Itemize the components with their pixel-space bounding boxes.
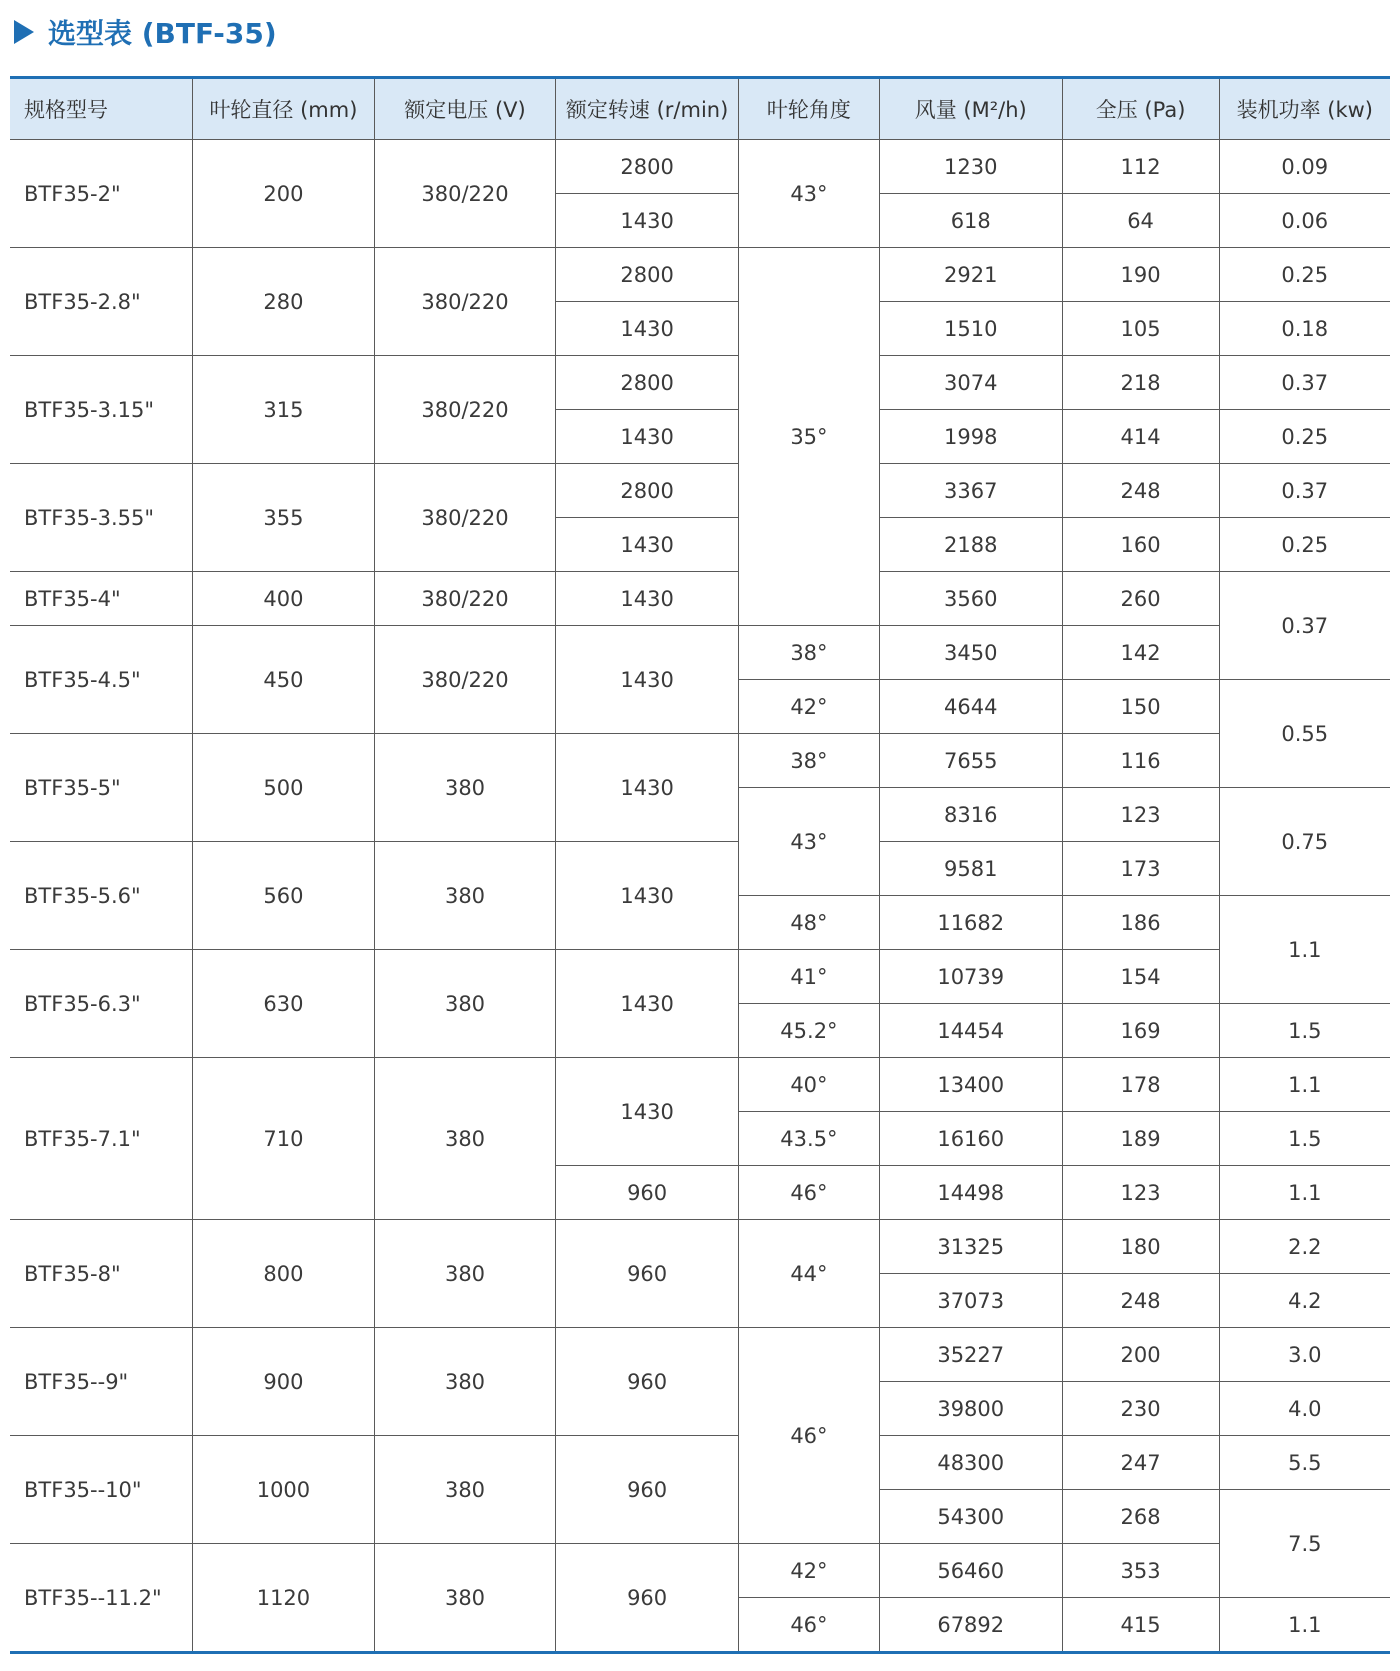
cell-rated-speed: 1430 [556, 626, 739, 734]
cell-blade-angle: 42° [738, 680, 879, 734]
table-row [10, 356, 1390, 410]
cell-rated-voltage: 380 [374, 1544, 556, 1653]
table-row [10, 572, 1390, 626]
cell-blade-angle: 35° [738, 248, 879, 626]
col-header-installed-power: 装机功率 (kw) [1219, 78, 1390, 140]
cell-total-pressure: 142 [1062, 626, 1219, 680]
cell-model: BTF35-2.8" [10, 248, 193, 356]
cell-model: BTF35-5" [10, 734, 193, 842]
cell-total-pressure: 414 [1062, 410, 1219, 464]
cell-airflow: 8316 [879, 788, 1062, 842]
cell-total-pressure: 218 [1062, 356, 1219, 410]
cell-installed-power: 2.2 [1219, 1220, 1390, 1274]
cell-rated-speed: 1430 [556, 734, 739, 842]
cell-blade-angle: 45.2° [738, 1004, 879, 1058]
table-row [10, 1058, 1390, 1112]
cell-installed-power: 0.25 [1219, 248, 1390, 302]
table-row [10, 1328, 1390, 1382]
cell-rated-voltage: 380/220 [374, 140, 556, 248]
cell-airflow: 16160 [879, 1112, 1062, 1166]
table-row [10, 842, 1390, 896]
cell-impeller-diameter: 1120 [193, 1544, 375, 1653]
cell-total-pressure: 268 [1062, 1490, 1219, 1544]
cell-installed-power: 4.0 [1219, 1382, 1390, 1436]
cell-installed-power: 1.1 [1219, 1058, 1390, 1112]
cell-airflow: 7655 [879, 734, 1062, 788]
cell-rated-speed: 1430 [556, 842, 739, 950]
cell-airflow: 31325 [879, 1220, 1062, 1274]
cell-total-pressure: 116 [1062, 734, 1219, 788]
cell-installed-power: 1.1 [1219, 1598, 1390, 1653]
cell-impeller-diameter: 710 [193, 1058, 375, 1220]
cell-rated-voltage: 380/220 [374, 464, 556, 572]
cell-total-pressure: 123 [1062, 788, 1219, 842]
page-title: 选型表 (BTF-35) [48, 17, 277, 50]
cell-model: BTF35-3.55" [10, 464, 193, 572]
cell-rated-speed: 960 [556, 1220, 739, 1328]
cell-impeller-diameter: 500 [193, 734, 375, 842]
cell-installed-power: 0.06 [1219, 194, 1390, 248]
cell-installed-power: 3.0 [1219, 1328, 1390, 1382]
cell-model: BTF35--9" [10, 1328, 193, 1436]
cell-rated-speed: 1430 [556, 518, 739, 572]
cell-rated-speed: 960 [556, 1436, 739, 1544]
cell-model: BTF35-2" [10, 140, 193, 248]
cell-model: BTF35-5.6" [10, 842, 193, 950]
cell-rated-voltage: 380 [374, 842, 556, 950]
cell-airflow: 48300 [879, 1436, 1062, 1490]
cell-blade-angle: 46° [738, 1598, 879, 1653]
cell-total-pressure: 248 [1062, 1274, 1219, 1328]
cell-rated-speed: 960 [556, 1166, 739, 1220]
cell-airflow: 1510 [879, 302, 1062, 356]
cell-airflow: 14454 [879, 1004, 1062, 1058]
cell-installed-power: 0.75 [1219, 788, 1390, 896]
cell-installed-power: 0.37 [1219, 464, 1390, 518]
cell-rated-voltage: 380 [374, 1328, 556, 1436]
cell-model: BTF35-4.5" [10, 626, 193, 734]
cell-airflow: 10739 [879, 950, 1062, 1004]
table-row [10, 140, 1390, 194]
cell-installed-power: 1.5 [1219, 1004, 1390, 1058]
cell-impeller-diameter: 450 [193, 626, 375, 734]
cell-airflow: 14498 [879, 1166, 1062, 1220]
cell-airflow: 67892 [879, 1598, 1062, 1653]
cell-total-pressure: 189 [1062, 1112, 1219, 1166]
cell-impeller-diameter: 800 [193, 1220, 375, 1328]
cell-total-pressure: 230 [1062, 1382, 1219, 1436]
cell-model: BTF35--10" [10, 1436, 193, 1544]
cell-airflow: 39800 [879, 1382, 1062, 1436]
cell-impeller-diameter: 355 [193, 464, 375, 572]
cell-installed-power: 0.09 [1219, 140, 1390, 194]
cell-total-pressure: 160 [1062, 518, 1219, 572]
cell-total-pressure: 248 [1062, 464, 1219, 518]
cell-airflow: 3074 [879, 356, 1062, 410]
cell-impeller-diameter: 630 [193, 950, 375, 1058]
cell-model: BTF35-3.15" [10, 356, 193, 464]
cell-impeller-diameter: 315 [193, 356, 375, 464]
col-header-blade-angle: 叶轮角度 [738, 78, 879, 140]
cell-blade-angle: 41° [738, 950, 879, 1004]
cell-rated-speed: 1430 [556, 950, 739, 1058]
selection-table [10, 76, 1390, 1654]
cell-installed-power: 0.25 [1219, 518, 1390, 572]
cell-rated-speed: 960 [556, 1544, 739, 1653]
cell-installed-power: 0.25 [1219, 410, 1390, 464]
cell-blade-angle: 38° [738, 626, 879, 680]
col-header-rated-voltage: 额定电压 (V) [374, 78, 556, 140]
cell-blade-angle: 40° [738, 1058, 879, 1112]
cell-airflow: 3367 [879, 464, 1062, 518]
cell-total-pressure: 247 [1062, 1436, 1219, 1490]
cell-installed-power: 0.37 [1219, 356, 1390, 410]
col-header-model: 规格型号 [10, 78, 193, 140]
cell-rated-speed: 960 [556, 1328, 739, 1436]
cell-airflow: 2188 [879, 518, 1062, 572]
cell-total-pressure: 169 [1062, 1004, 1219, 1058]
table-row [10, 1220, 1390, 1274]
cell-blade-angle: 43° [738, 140, 879, 248]
cell-installed-power: 7.5 [1219, 1490, 1390, 1598]
table-row [10, 464, 1390, 518]
cell-blade-angle: 42° [738, 1544, 879, 1598]
cell-total-pressure: 64 [1062, 194, 1219, 248]
cell-airflow: 2921 [879, 248, 1062, 302]
cell-airflow: 4644 [879, 680, 1062, 734]
cell-impeller-diameter: 400 [193, 572, 375, 626]
cell-total-pressure: 178 [1062, 1058, 1219, 1112]
cell-blade-angle: 38° [738, 734, 879, 788]
table-row [10, 626, 1390, 680]
cell-impeller-diameter: 280 [193, 248, 375, 356]
cell-installed-power: 5.5 [1219, 1436, 1390, 1490]
col-header-total-pressure: 全压 (Pa) [1062, 78, 1219, 140]
cell-rated-speed: 1430 [556, 572, 739, 626]
cell-total-pressure: 123 [1062, 1166, 1219, 1220]
col-header-impeller-diameter: 叶轮直径 (mm) [193, 78, 375, 140]
cell-rated-voltage: 380 [374, 950, 556, 1058]
cell-blade-angle: 43.5° [738, 1112, 879, 1166]
cell-airflow: 54300 [879, 1490, 1062, 1544]
table-row [10, 950, 1390, 1004]
cell-total-pressure: 180 [1062, 1220, 1219, 1274]
cell-model: BTF35-4" [10, 572, 193, 626]
cell-rated-voltage: 380/220 [374, 248, 556, 356]
cell-airflow: 9581 [879, 842, 1062, 896]
cell-blade-angle: 46° [738, 1166, 879, 1220]
cell-total-pressure: 200 [1062, 1328, 1219, 1382]
cell-total-pressure: 150 [1062, 680, 1219, 734]
cell-rated-speed: 2800 [556, 140, 739, 194]
cell-rated-voltage: 380/220 [374, 356, 556, 464]
cell-installed-power: 0.37 [1219, 572, 1390, 680]
col-header-airflow: 风量 (M²/h) [879, 78, 1062, 140]
cell-blade-angle: 48° [738, 896, 879, 950]
cell-impeller-diameter: 560 [193, 842, 375, 950]
cell-total-pressure: 190 [1062, 248, 1219, 302]
table-row [10, 1436, 1390, 1490]
cell-rated-voltage: 380/220 [374, 626, 556, 734]
cell-total-pressure: 353 [1062, 1544, 1219, 1598]
col-header-rated-speed: 额定转速 (r/min) [556, 78, 739, 140]
cell-airflow: 3450 [879, 626, 1062, 680]
cell-airflow: 618 [879, 194, 1062, 248]
cell-total-pressure: 173 [1062, 842, 1219, 896]
cell-installed-power: 1.1 [1219, 896, 1390, 1004]
cell-rated-speed: 2800 [556, 356, 739, 410]
cell-installed-power: 1.5 [1219, 1112, 1390, 1166]
cell-total-pressure: 186 [1062, 896, 1219, 950]
cell-airflow: 35227 [879, 1328, 1062, 1382]
cell-airflow: 37073 [879, 1274, 1062, 1328]
cell-model: BTF35-6.3" [10, 950, 193, 1058]
cell-total-pressure: 112 [1062, 140, 1219, 194]
cell-total-pressure: 154 [1062, 950, 1219, 1004]
table-row [10, 248, 1390, 302]
cell-airflow: 11682 [879, 896, 1062, 950]
cell-rated-speed: 1430 [556, 410, 739, 464]
table-header-row [10, 78, 1390, 140]
cell-total-pressure: 105 [1062, 302, 1219, 356]
cell-rated-speed: 2800 [556, 248, 739, 302]
cell-total-pressure: 260 [1062, 572, 1219, 626]
cell-model: BTF35-7.1" [10, 1058, 193, 1220]
cell-airflow: 1998 [879, 410, 1062, 464]
cell-rated-speed: 1430 [556, 194, 739, 248]
title-row [14, 12, 277, 52]
table-row [10, 1544, 1390, 1598]
cell-model: BTF35--11.2" [10, 1544, 193, 1653]
cell-blade-angle: 43° [738, 788, 879, 896]
cell-airflow: 13400 [879, 1058, 1062, 1112]
table-row [10, 734, 1390, 788]
cell-installed-power: 0.55 [1219, 680, 1390, 788]
cell-blade-angle: 44° [738, 1220, 879, 1328]
cell-rated-voltage: 380 [374, 734, 556, 842]
triangle-bullet-icon [14, 20, 34, 44]
cell-blade-angle: 46° [738, 1328, 879, 1544]
cell-impeller-diameter: 900 [193, 1328, 375, 1436]
table-body [10, 140, 1390, 1653]
cell-rated-speed: 2800 [556, 464, 739, 518]
cell-rated-voltage: 380 [374, 1220, 556, 1328]
cell-rated-voltage: 380 [374, 1058, 556, 1220]
cell-model: BTF35-8" [10, 1220, 193, 1328]
cell-total-pressure: 415 [1062, 1598, 1219, 1653]
cell-installed-power: 4.2 [1219, 1274, 1390, 1328]
cell-airflow: 1230 [879, 140, 1062, 194]
cell-airflow: 56460 [879, 1544, 1062, 1598]
cell-installed-power: 1.1 [1219, 1166, 1390, 1220]
cell-airflow: 3560 [879, 572, 1062, 626]
cell-impeller-diameter: 200 [193, 140, 375, 248]
cell-impeller-diameter: 1000 [193, 1436, 375, 1544]
cell-rated-speed: 1430 [556, 1058, 739, 1166]
cell-rated-voltage: 380/220 [374, 572, 556, 626]
cell-installed-power: 0.18 [1219, 302, 1390, 356]
cell-rated-speed: 1430 [556, 302, 739, 356]
cell-rated-voltage: 380 [374, 1436, 556, 1544]
